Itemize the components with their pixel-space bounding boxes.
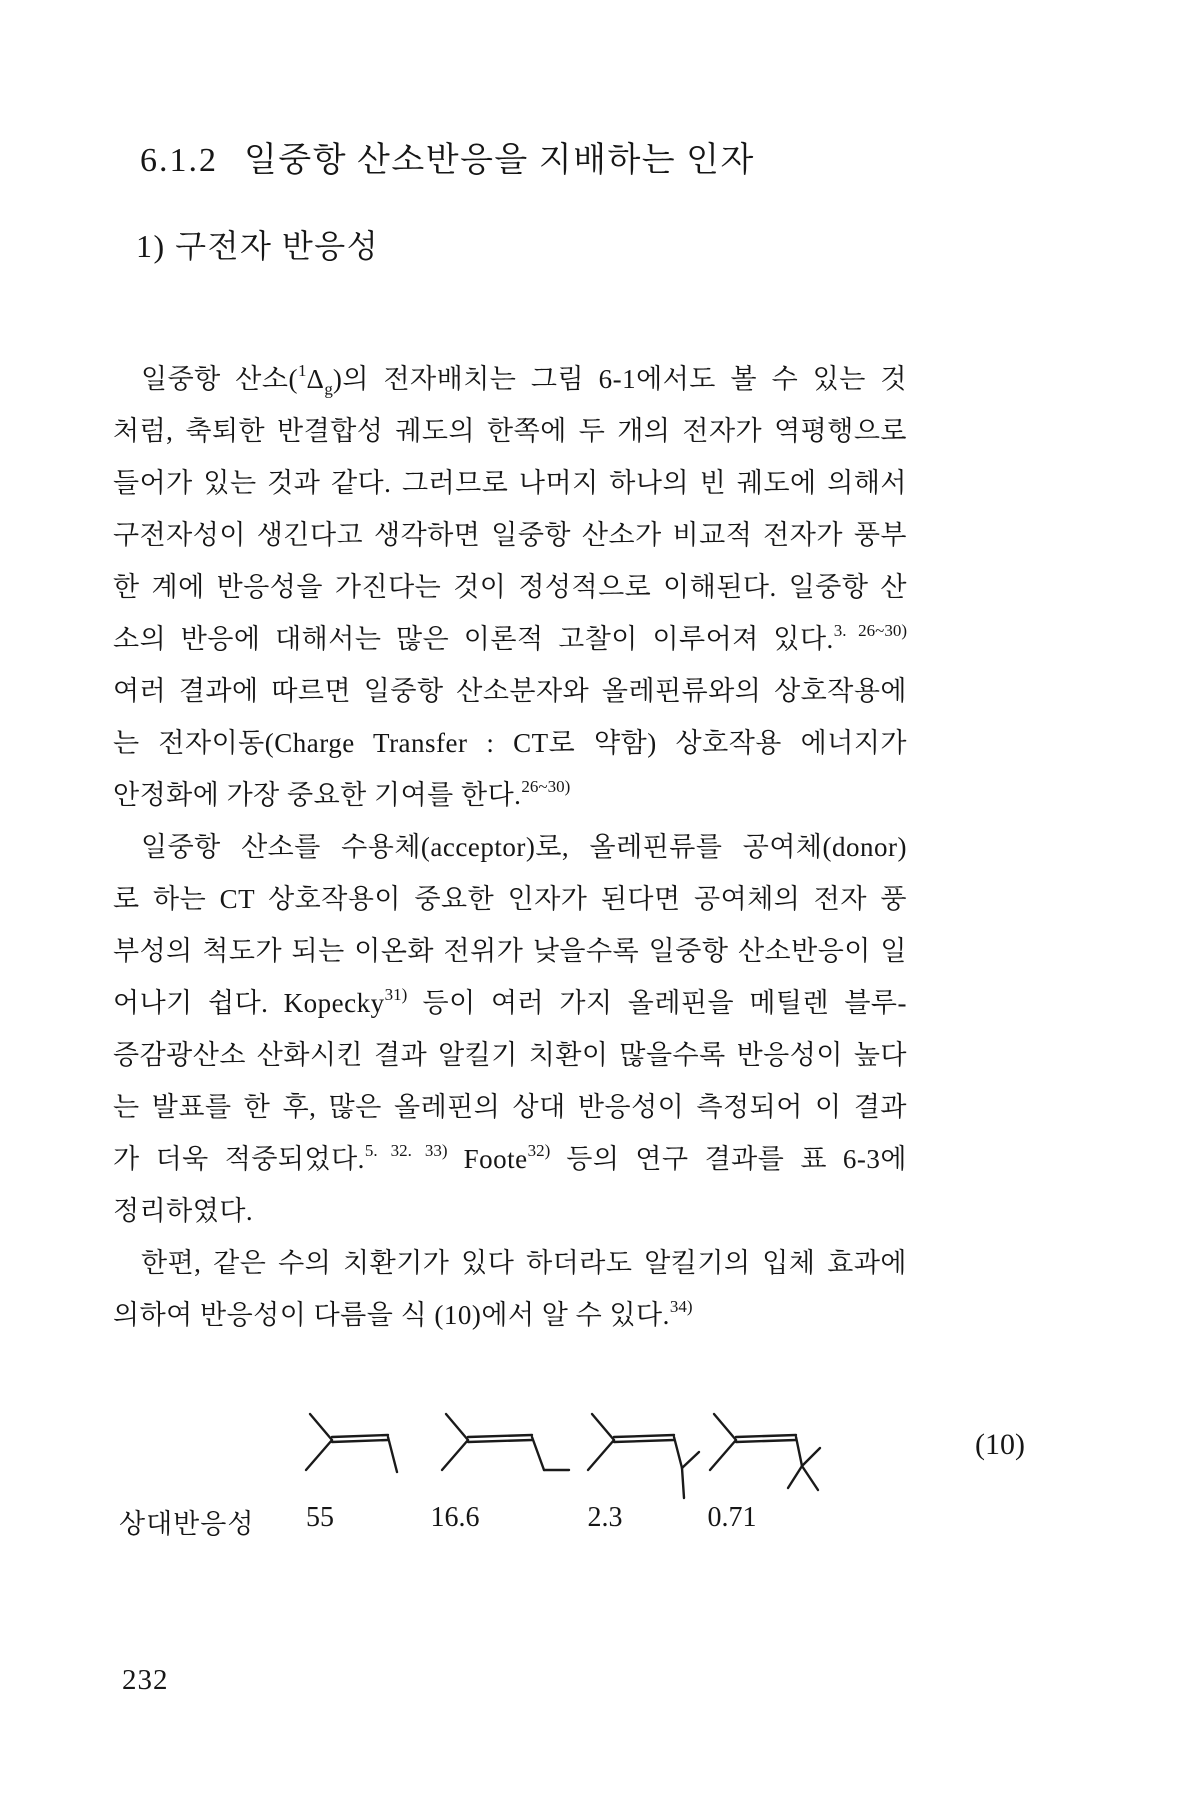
text-line: 안정화에 가장 중요한 기여를 한다.$^{26\sim 30)}$ (113, 777, 571, 810)
text-line: 부성의 척도가 되는 이온화 전위가 낮을수록 일중항 산소반응이 일 (113, 936, 907, 966)
text-line: 일중항 산소$(^1\Delta_g)$의 전자배치는 그림 6-1에서도 볼 수 있는 것 (141, 361, 908, 399)
text-line: 여러 결과에 따르면 일중항 산소분자와 올레핀류와의 상호작용에 (113, 676, 907, 706)
olefin-structure-2-icon (432, 1406, 572, 1503)
section-heading (140, 132, 755, 181)
reference-superscript: 3. 26~30) (833, 621, 907, 640)
text-line: 정리하였다. (113, 1196, 254, 1226)
section-title: 일중항 산소반응을 지배하는 인자 (244, 142, 755, 179)
text-line: 들어가 있는 것과 같다. 그러므로 나머지 하나의 빈 궤도에 의해서 (113, 468, 907, 498)
text-line: 소의 반응에 대해서는 많은 이론적 고찰이 이루어져 있다.$^{3. 26\sim 30)}$ (113, 621, 907, 654)
reactivity-value: 55 (306, 1502, 334, 1533)
reactivity-value: 16.6 (430, 1502, 480, 1533)
text-line: 처럼, 축퇴한 반결합성 궤도의 한쪽에 두 개의 전자가 역평행으로 (113, 416, 907, 446)
state-subscript: g (324, 379, 333, 399)
subsection-heading: 1) 구전자 반응성 (136, 228, 380, 264)
equation-number: (10) (975, 1428, 1025, 1461)
olefin-structure-4-icon (700, 1406, 825, 1515)
text-line: 는 전자이동(Charge Transfer : CT로 약함) 상호작용 에너지가 (113, 728, 907, 758)
body-text (113, 353, 907, 1341)
text-line: 의하여 반응성이 다름을 식 (10)에서 알 수 있다.$^{34)}$ (113, 1297, 693, 1330)
text-line: 로 하는 CT 상호작용이 중요한 인자가 된다면 공여체의 전자 풍 (113, 884, 907, 914)
page-number: 232 (122, 1664, 169, 1696)
reference-superscript: 5. 32. 33) (364, 1141, 448, 1160)
text-line: 일중항 산소를 수용체(acceptor)로, 올레핀류를 공여체(donor) (141, 832, 907, 862)
reactivity-value: 0.71 (707, 1502, 757, 1533)
reference-superscript: 1 (297, 361, 307, 380)
relative-reactivity-label: 상대반응성 (119, 1509, 255, 1539)
text-line: 는 발표를 한 후, 많은 올레핀의 상대 반응성이 측정되어 이 결과 (113, 1092, 907, 1122)
reference-superscript: 34) (669, 1297, 693, 1316)
reactivity-value: 2.3 (587, 1502, 623, 1533)
reference-superscript: 32) (527, 1141, 551, 1160)
reference-superscript: 26~30) (521, 777, 571, 796)
text-line: 한 계에 반응성을 가진다는 것이 정성적으로 이해된다. 일중항 산 (113, 572, 907, 602)
reference-superscript: 31) (384, 985, 408, 1004)
equation-figure (0, 1398, 1200, 1578)
text-line: 어나기 쉽다. Kopecky$^{31)}$ 등이 여러 가지 올레핀을 메틸렌 블루- (113, 985, 907, 1018)
olefin-structure-1-icon (296, 1406, 406, 1503)
olefin-structure-3-icon (578, 1406, 703, 1515)
text-line: 가 더욱 적중되었다.$^{5. 32. 33)}$ Foote$^{32)}$ 등의 연구 결과를 표 6-3에 (113, 1141, 907, 1174)
text-line: 증감광산소 산화시킨 결과 알킬기 치환이 많을수록 반응성이 높다 (113, 1040, 907, 1070)
section-number: 6.1.2 (140, 142, 218, 179)
text-line: 한편, 같은 수의 치환기가 있다 하더라도 알킬기의 입체 효과에 (141, 1248, 907, 1278)
text-line: 구전자성이 생긴다고 생각하면 일중항 산소가 비교적 전자가 풍부 (113, 520, 907, 550)
